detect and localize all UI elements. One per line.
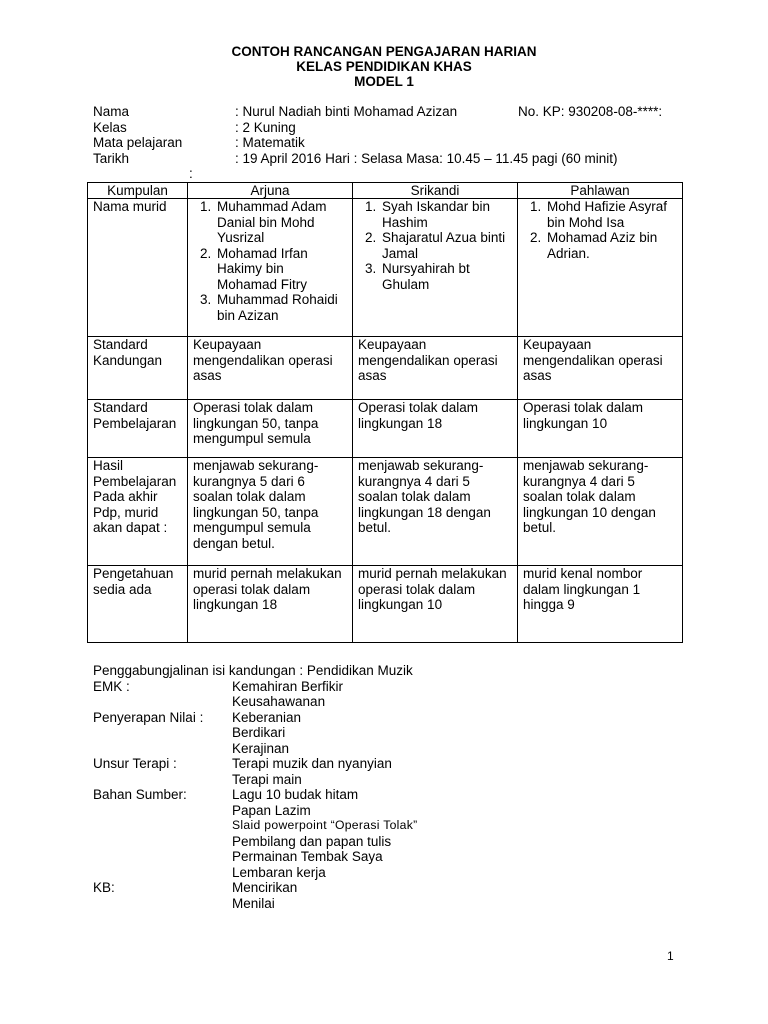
lesson-details	[93, 663, 693, 911]
table-cell: murid pernah melakukan operasi tolak dalam lingkungan 18	[188, 566, 353, 643]
table-cell: menjawab sekurang-kurangnya 5 dari 6 soalan tolak dalam lingkungan 50, tanpa mengumpul semula dengan betul.	[188, 458, 353, 566]
info-row-tarikh	[93, 151, 693, 167]
kb-item: Mencirikan	[232, 880, 298, 895]
list-item: 3. Nursyahirah bt Ghulam	[380, 261, 512, 292]
table-cell: Operasi tolak dalam lingkungan 50, tanpa mengumpul semula	[188, 400, 353, 458]
terapi-line	[93, 772, 693, 788]
list-item: 2. Mohamad Aziz bin Adrian.	[545, 230, 677, 261]
table-cell: Operasi tolak dalam lingkungan 18	[353, 400, 518, 458]
bahan-label: Bahan Sumber:	[93, 787, 187, 802]
nilai-label: Penyerapan Nilai :	[93, 709, 204, 725]
bahan-item: Papan Lazim	[232, 802, 311, 818]
tarikh-label: Tarikh	[93, 150, 130, 166]
row-label: Hasil Pembelajaran Pada akhir Pdp, murid akan dapat :	[88, 458, 188, 566]
kelas-value: : 2 Kuning	[235, 119, 296, 135]
table-header-row	[88, 183, 683, 199]
list-item: 3. Muhammad Rohaidi bin Azizan	[215, 292, 347, 323]
row-label: Standard Pembelajaran	[88, 400, 188, 458]
lesson-plan-table	[87, 182, 683, 643]
info-row-nama	[93, 104, 693, 120]
table-row-hasil-pembelajaran	[88, 458, 683, 566]
srikandi-names-cell	[353, 199, 518, 337]
bahan-item: Pembilang dan papan tulis	[232, 833, 392, 849]
nama-label: Nama	[93, 104, 130, 119]
kb-line	[93, 896, 693, 912]
list-item: 1. Syah Iskandar bin Hashim	[380, 199, 512, 230]
header-kumpulan: Kumpulan	[88, 183, 188, 199]
document-title	[0, 44, 768, 89]
nilai-item: Berdikari	[232, 725, 286, 740]
list-item: 2. Mohamad Irfan Hakimy bin Mohamad Fitry	[215, 246, 347, 293]
nilai-line	[93, 741, 693, 757]
penggabungjalinan-line	[93, 663, 693, 679]
table-row-pengetahuan-sedia-ada	[88, 566, 683, 643]
pahlawan-name-list	[523, 199, 677, 261]
bahan-line	[93, 818, 693, 834]
emk-line	[93, 679, 693, 695]
kb-item: Menilai	[232, 895, 275, 911]
info-row-kelas	[93, 120, 693, 136]
nilai-item: Kerajinan	[232, 740, 290, 756]
bahan-item: Lagu 10 budak hitam	[232, 787, 359, 802]
terapi-label: Unsur Terapi :	[93, 756, 177, 771]
header-srikandi: Srikandi	[353, 183, 518, 199]
header-arjuna: Arjuna	[188, 183, 353, 199]
nama-murid-label: Nama murid	[88, 199, 188, 337]
emk-item: Keusahawanan	[232, 694, 326, 709]
srikandi-name-list	[358, 199, 512, 292]
nilai-line	[93, 725, 693, 741]
table-cell: Keupayaan mengendalikan operasi asas	[188, 337, 353, 400]
table-cell: Operasi tolak dalam lingkungan 10	[518, 400, 683, 458]
title-line-3: MODEL 1	[354, 74, 414, 89]
arjuna-name-list	[193, 199, 347, 323]
emk-item: Kemahiran Berfikir	[232, 678, 344, 694]
row-label: Standard Kandungan	[88, 337, 188, 400]
emk-label: EMK :	[93, 678, 130, 694]
bahan-item: Lembaran kerja	[232, 864, 326, 880]
list-item: 1. Mohd Hafizie Asyraf bin Mohd Isa	[545, 199, 677, 230]
table-cell: murid kenal nombor dalam lingkungan 1 hingga 9	[518, 566, 683, 643]
terapi-line	[93, 756, 693, 772]
bahan-line	[93, 865, 693, 881]
page-number: 1	[667, 949, 674, 963]
kb-label: KB:	[93, 880, 115, 895]
terapi-item: Terapi muzik dan nyanyian	[232, 756, 392, 771]
kp-value: No. KP: 930208-08-****:	[518, 104, 663, 119]
info-row-mata	[93, 135, 693, 151]
table-row-standard-pembelajaran	[88, 400, 683, 458]
orphan-colon: :	[189, 166, 193, 181]
penggabungjalinan-text: Penggabungjalinan isi kandungan : Pendidikan Muzik	[93, 663, 413, 678]
nilai-line	[93, 710, 693, 726]
bahan-item: Permainan Tembak Saya	[232, 849, 383, 864]
row-label: Pengetahuan sedia ada	[88, 566, 188, 643]
kelas-label: Kelas	[93, 119, 127, 135]
bahan-line	[93, 803, 693, 819]
bahan-line	[93, 834, 693, 850]
table-cell: murid pernah melakukan operasi tolak dalam lingkungan 10	[353, 566, 518, 643]
nama-value: : Nurul Nadiah binti Mohamad Azizan	[235, 104, 458, 119]
info-block	[93, 104, 693, 166]
header-pahlawan: Pahlawan	[518, 183, 683, 199]
table-row-nama-murid	[88, 199, 683, 337]
terapi-item: Terapi main	[232, 771, 302, 787]
list-item: 2. Shajaratul Azua binti Jamal	[380, 230, 512, 261]
bahan-line	[93, 849, 693, 865]
table-cell: Keupayaan mengendalikan operasi asas	[353, 337, 518, 400]
pahlawan-names-cell	[518, 199, 683, 337]
emk-line	[93, 694, 693, 710]
table-cell: menjawab sekurang-kurangnya 4 dari 5 soalan tolak dalam lingkungan 18 dengan betul.	[353, 458, 518, 566]
nilai-item: Keberanian	[232, 709, 302, 725]
table-row-standard-kandungan	[88, 337, 683, 400]
arjuna-names-cell	[188, 199, 353, 337]
title-line-1: CONTOH RANCANGAN PENGAJARAN HARIAN	[231, 44, 537, 59]
list-item: 1. Muhammad Adam Danial bin Mohd Yusrizal	[215, 199, 347, 246]
table-cell: Keupayaan mengendalikan operasi asas	[518, 337, 683, 400]
mata-value: : Matematik	[235, 135, 305, 150]
kb-line	[93, 880, 693, 896]
tarikh-value: : 19 April 2016 Hari : Selasa Masa: 10.45 – 11.45 pagi (60 minit)	[235, 150, 618, 166]
mata-label: Mata pelajaran	[93, 135, 183, 150]
table-cell: menjawab sekurang-kurangnya 4 dari 5 soalan tolak dalam lingkungan 10 dengan betul.	[518, 458, 683, 566]
bahan-item: Slaid powerpoint “Operasi Tolak”	[232, 818, 418, 832]
bahan-line	[93, 787, 693, 803]
title-line-2: KELAS PENDIDIKAN KHAS	[296, 59, 472, 74]
